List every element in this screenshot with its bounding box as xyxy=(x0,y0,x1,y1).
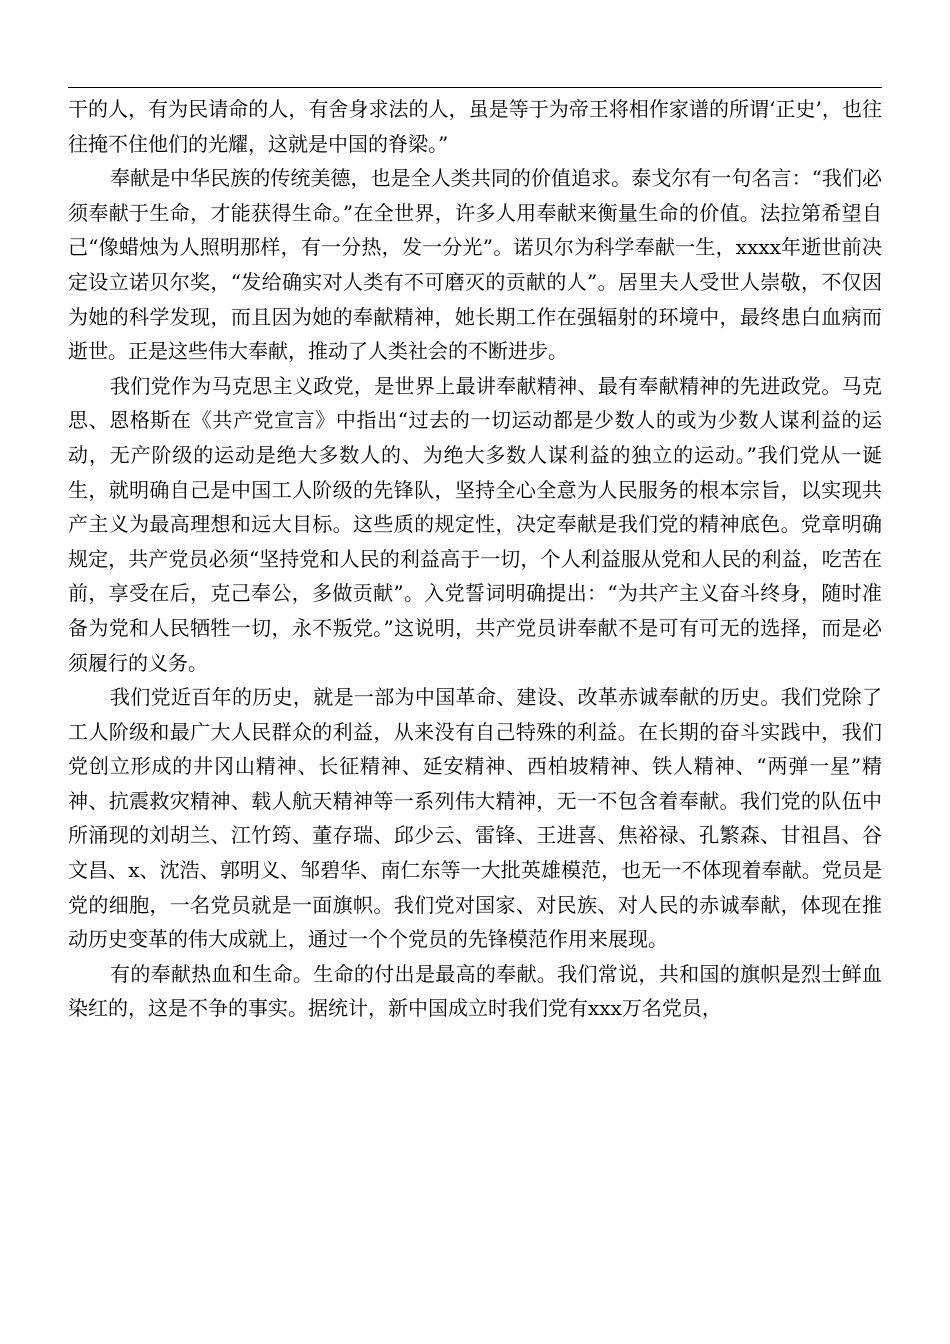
paragraph-continued: 干的人，有为民请命的人，有舍身求法的人，虽是等于为帝王将相作家谱的所谓‘正史’，也往往掩不住他们的光耀，这就是中国的脊梁。” xyxy=(68,97,882,156)
header-rule xyxy=(68,87,882,88)
paragraph-party-history: 我们党近百年的历史，就是一部为中国革命、建设、改革赤诚奉献的历史。我们党除了工人阶级和最广大人民群众的利益，从来没有自己特殊的利益。在长期的奋斗实践中，我们党创立形成的井冈山精神、长征精神、延安精神、西柏坡精神、铁人精神、“两弹一星”精神、抗震救灾精神、载人航天精神等一系列伟大精神，无一不包含着奉献。我们党的队伍中所涌现的刘胡兰、江竹筠、董存瑞、邱少云、雷锋、王进喜、焦裕禄、孔繁森、甘祖昌、谷文昌、x、沈浩、郭明义、邹碧华、南仁东等一大批英雄模范，也无一不体现着奉献。党员是党的细胞，一名党员就是一面旗帜。我们党对国家、对民族、对人民的赤诚奉献，体现在推动历史变革的伟大成就上，通过一个个党员的先锋模范作用来展现。 xyxy=(68,685,882,952)
paragraph-party-spirit: 我们党作为马克思主义政党，是世界上最讲奉献精神、最有奉献精神的先进政党。马克思、恩格斯在《共产党宣言》中指出“过去的一切运动都是少数人的或为少数人谋利益的运动，无产阶级的运动是绝大多数人的、为绝大多数人谋利益的独立的运动。”我们党从一诞生，就明确自己是中国工人阶级的先锋队，坚持全心全意为人民服务的根本宗旨，以实现共产主义为最高理想和远大目标。这些质的规定性，决定奉献是我们党的精神底色。党章明确规定，共产党员必须“坚持党和人民的利益高于一切，个人利益服从党和人民的利益，吃苦在前，享受在后，克己奉公，多做贡献”。入党誓词明确提出：“为共产主义奋斗终身，随时准备为党和人民牺牲一切，永不叛党。”这说明，共产党员讲奉献不是可有可无的选择，而是必须履行的义务。 xyxy=(68,373,882,675)
paragraph-dedication-values: 奉献是中华民族的传统美德，也是全人类共同的价值追求。泰戈尔有一句名言：“我们必须奉献于生命，才能获得生命。”在全世界，许多人用奉献来衡量生命的价值。法拉第希望自己“像蜡烛为人照明那样，有一分热，发一分光”。诺贝尔为科学奉献一生，xxxx年逝世前决定设立诺贝尔奖，“发给确实对人类有不可磨灭的贡献的人”。居里夫人受世人崇敬，不仅因为她的科学发现，而且因为她的奉献精神，她长期工作在强辐射的环境中，最终患白血病而逝世。正是这些伟大奉献，推动了人类社会的不断进步。 xyxy=(68,166,882,364)
paragraph-sacrifice: 有的奉献热血和生命。生命的付出是最高的奉献。我们常说，共和国的旗帜是烈士鲜血染红的，这是不争的事实。据统计，新中国成立时我们党有xxx万名党员， xyxy=(68,961,882,1021)
document-body xyxy=(68,92,882,1026)
